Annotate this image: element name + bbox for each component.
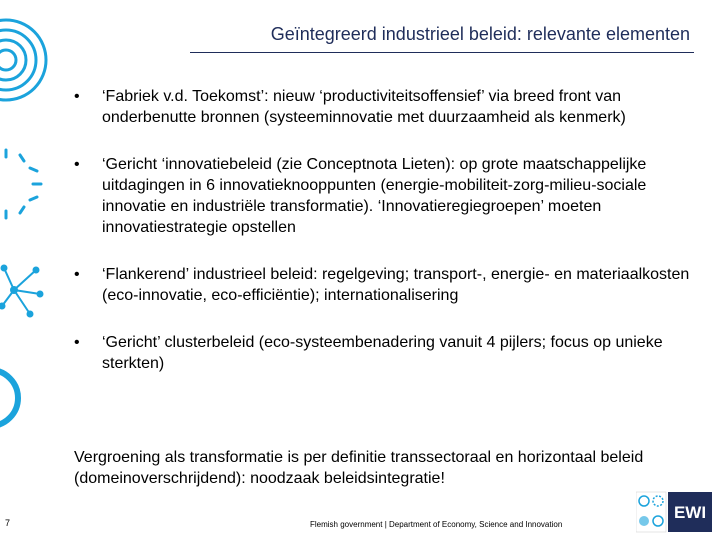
bullet-list xyxy=(70,86,690,374)
bullet-marker: • xyxy=(74,266,80,283)
bullet-marker: • xyxy=(74,334,80,351)
bullet-marker: • xyxy=(74,156,80,173)
concentric-rings-icon xyxy=(0,20,46,100)
ewi-logo xyxy=(636,490,714,534)
page-title: Geïntegreerd industrieel beleid: relevante elementen xyxy=(270,24,690,44)
logo-text: EWI xyxy=(673,503,707,522)
ring-icon xyxy=(0,370,18,426)
summary-text: Vergroening als transformatie is per definitie transsectoraal en horizontaal beleid (domeinoverschrijdend): noodzaak beleidsintegratie! xyxy=(74,449,644,487)
left-decoration xyxy=(0,0,64,440)
bullet-marker: • xyxy=(74,88,80,105)
footer-text: Flemish government | Department of Economy, Science and Innovation xyxy=(310,520,563,529)
bullet-item xyxy=(70,86,690,128)
bullet-item xyxy=(70,332,690,374)
title-divider xyxy=(190,52,694,53)
bullet-item xyxy=(70,264,690,306)
bullet-text: ‘Flankerend’ industrieel beleid: regelgeving; transport-, energie- en materiaalkosten (eco-innovatie, eco-efficiëntie); internationalisering xyxy=(102,266,690,304)
bullet-text: ‘Fabriek v.d. Toekomst’: nieuw ‘productiviteitsoffensief’ via breed front van onderbenutte bronnen (systeeminnovatie met duurzaamheid als kenmerk) xyxy=(102,88,626,126)
dotted-burst-icon xyxy=(6,150,41,218)
bullet-text: ‘Gericht’ clusterbeleid (eco-systeembenadering vanuit 4 pijlers; focus op unieke sterkten) xyxy=(102,334,663,372)
network-node-icon xyxy=(0,266,43,317)
page-number: 7 xyxy=(5,518,11,528)
bullet-text: ‘Gericht ‘innovatiebeleid (zie Conceptnota Lieten): op grote maatschappelijke uitdagingen in 6 innovatieknooppunten (energie-mobiliteit-zorg-milieu-sociale innovatie en industriële transformatie). ‘Innovatieregiegroepen’ moeten innovatiestrategie opstellen xyxy=(102,156,647,236)
bullet-item xyxy=(70,154,690,238)
